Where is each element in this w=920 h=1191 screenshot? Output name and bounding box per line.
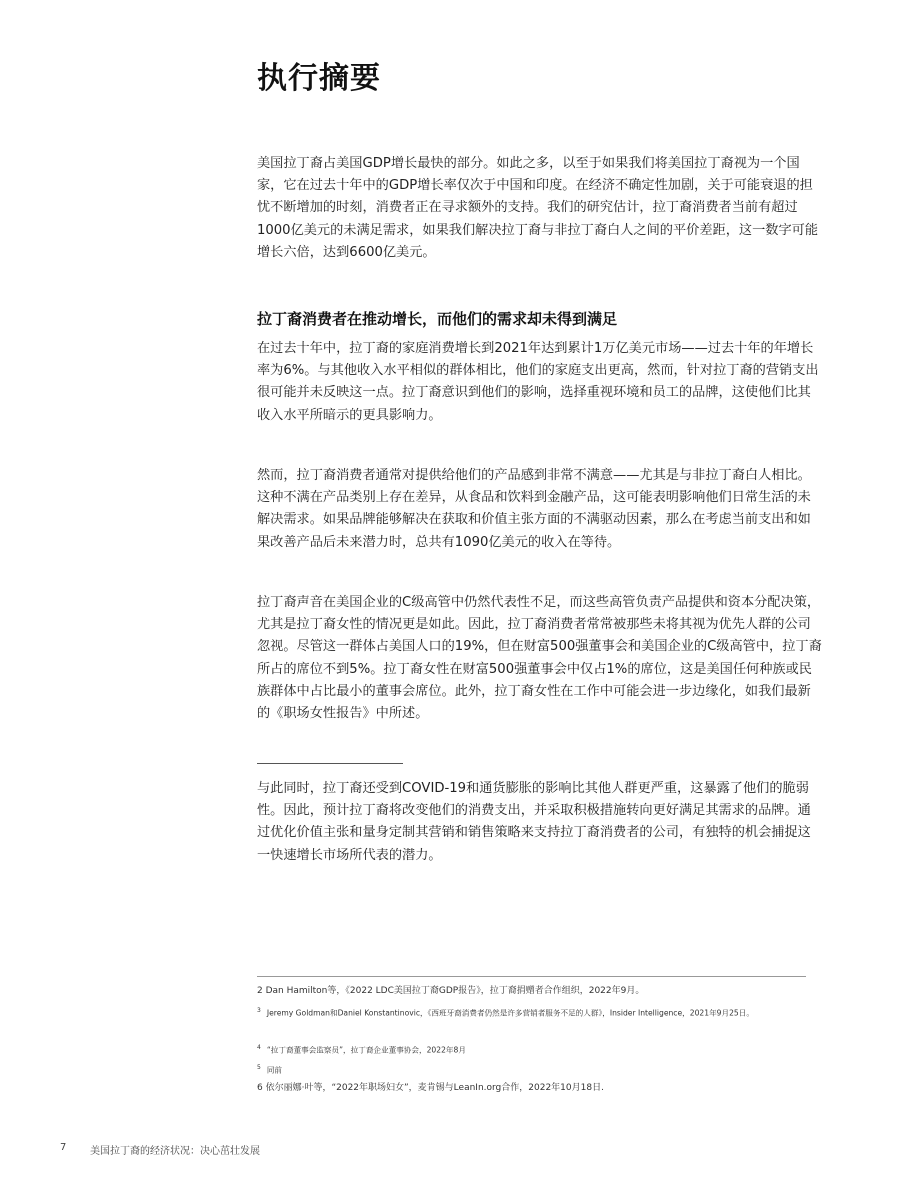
body-paragraph-1: 在过去十年中，拉丁裔的家庭消费增长到2021年达到累计1万亿美元市场——过去十年的年增长率为6%。与其他收入水平相似的群体相比，他们的家庭支出更高，然而，针对拉丁裔的营销支出很可能并未反映这一点。拉丁裔意识到他们的影响，选择重视环境和员工的品牌，这使他们比其收入水平所暗示的更具影响力。: [257, 341, 819, 423]
footnote-5-number: 5: [257, 1064, 261, 1071]
footnote-6: 6 依尔丽娜·叶等，“2022年职场妇女”，麦肯锡与LeanIn.org合作，2022年10月18日.: [257, 1083, 604, 1093]
footnote-4-text: “拉丁裔董事会监察员”，拉丁裔企业董事协会，2022年8月: [266, 1045, 466, 1055]
page-title: 执行摘要: [257, 61, 381, 96]
footnote-3-text: Jeremy Goldman和Daniel Konstantinovic，《西班牙裔消费者仍然是许多营销者服务不足的人群》，Insider Intelligence，2021年9月25日。: [266, 1008, 754, 1018]
divider-rule: [257, 763, 403, 764]
section-heading: 拉丁裔消费者在推动增长，而他们的需求却未得到满足: [257, 310, 618, 328]
body-paragraph-3: 拉丁裔声音在美国企业的C级高管中仍然代表性不足，而这些高管负责产品提供和资本分配决策，尤其是拉丁裔女性的情况更是如此。因此，拉丁裔消费者常常被那些未将其视为优先人群的公司忽视。尽管这一群体占美国人口的19%，但在财富500强董事会和美国企业的C级高管中，拉丁裔所占的席位不到5%。拉丁裔女性在财富500强董事会中仅占1%的席位，这是美国任何种族或民族群体中占比最小的董事会席位。此外，拉丁裔女性在工作中可能会进一步边缘化，如我们最新的《职场女性报告》中所述。: [257, 595, 822, 722]
footnote-5-text: 同前: [266, 1065, 283, 1075]
footnote-3-number: 3: [257, 1007, 261, 1014]
footnote-divider: [257, 976, 806, 977]
footnote-4: [257, 1042, 777, 1057]
intro-paragraph: 美国拉丁裔占美国GDP增长最快的部分。如此之多，以至于如果我们将美国拉丁裔视为一个国家，它在过去十年中的GDP增长率仅次于中国和印度。在经济不确定性加剧，关于可能衰退的担忧不断增加的时刻，消费者正在寻求额外的支持。我们的研究估计，拉丁裔消费者当前有超过1000亿美元的未满足需求，如果我们解决拉丁裔与非拉丁裔白人之间的平价差距，这一数字可能增长六倍，达到6600亿美元。: [257, 156, 819, 260]
footnote-2: 2 Dan Hamilton等，《2022 LDC美国拉丁裔GDP报告》，拉丁裔捐赠者合作组织，2022年9月。: [257, 986, 645, 996]
running-title: 美国拉丁裔的经济状况：决心茁壮发展: [90, 1146, 260, 1157]
page-number: 7: [60, 1142, 67, 1153]
body-paragraph-4: 与此同时，拉丁裔还受到COVID-19和通货膨胀的影响比其他人群更严重，这暴露了他们的脆弱性。因此，预计拉丁裔将改变他们的消费支出，并采取积极措施转向更好满足其需求的品牌。通过优化价值主张和量身定制其营销和销售策略来支持拉丁裔消费者的公司，有独特的机会捕捉这一快速增长市场所代表的潜力。: [257, 781, 811, 863]
footnote-5: [257, 1062, 777, 1077]
footnote-3: [257, 1005, 777, 1020]
body-paragraph-2: 然而，拉丁裔消费者通常对提供给他们的产品感到非常不满意——尤其是与非拉丁裔白人相比。这种不满在产品类别上存在差异，从食品和饮料到金融产品，这可能表明影响他们日常生活的未解决需求。如果品牌能够解决在获取和价值主张方面的不满驱动因素，那么在考虑当前支出和如果改善产品后未来潜力时，总共有1090亿美元的收入在等待。: [257, 468, 811, 550]
footnote-4-number: 4: [257, 1044, 261, 1051]
